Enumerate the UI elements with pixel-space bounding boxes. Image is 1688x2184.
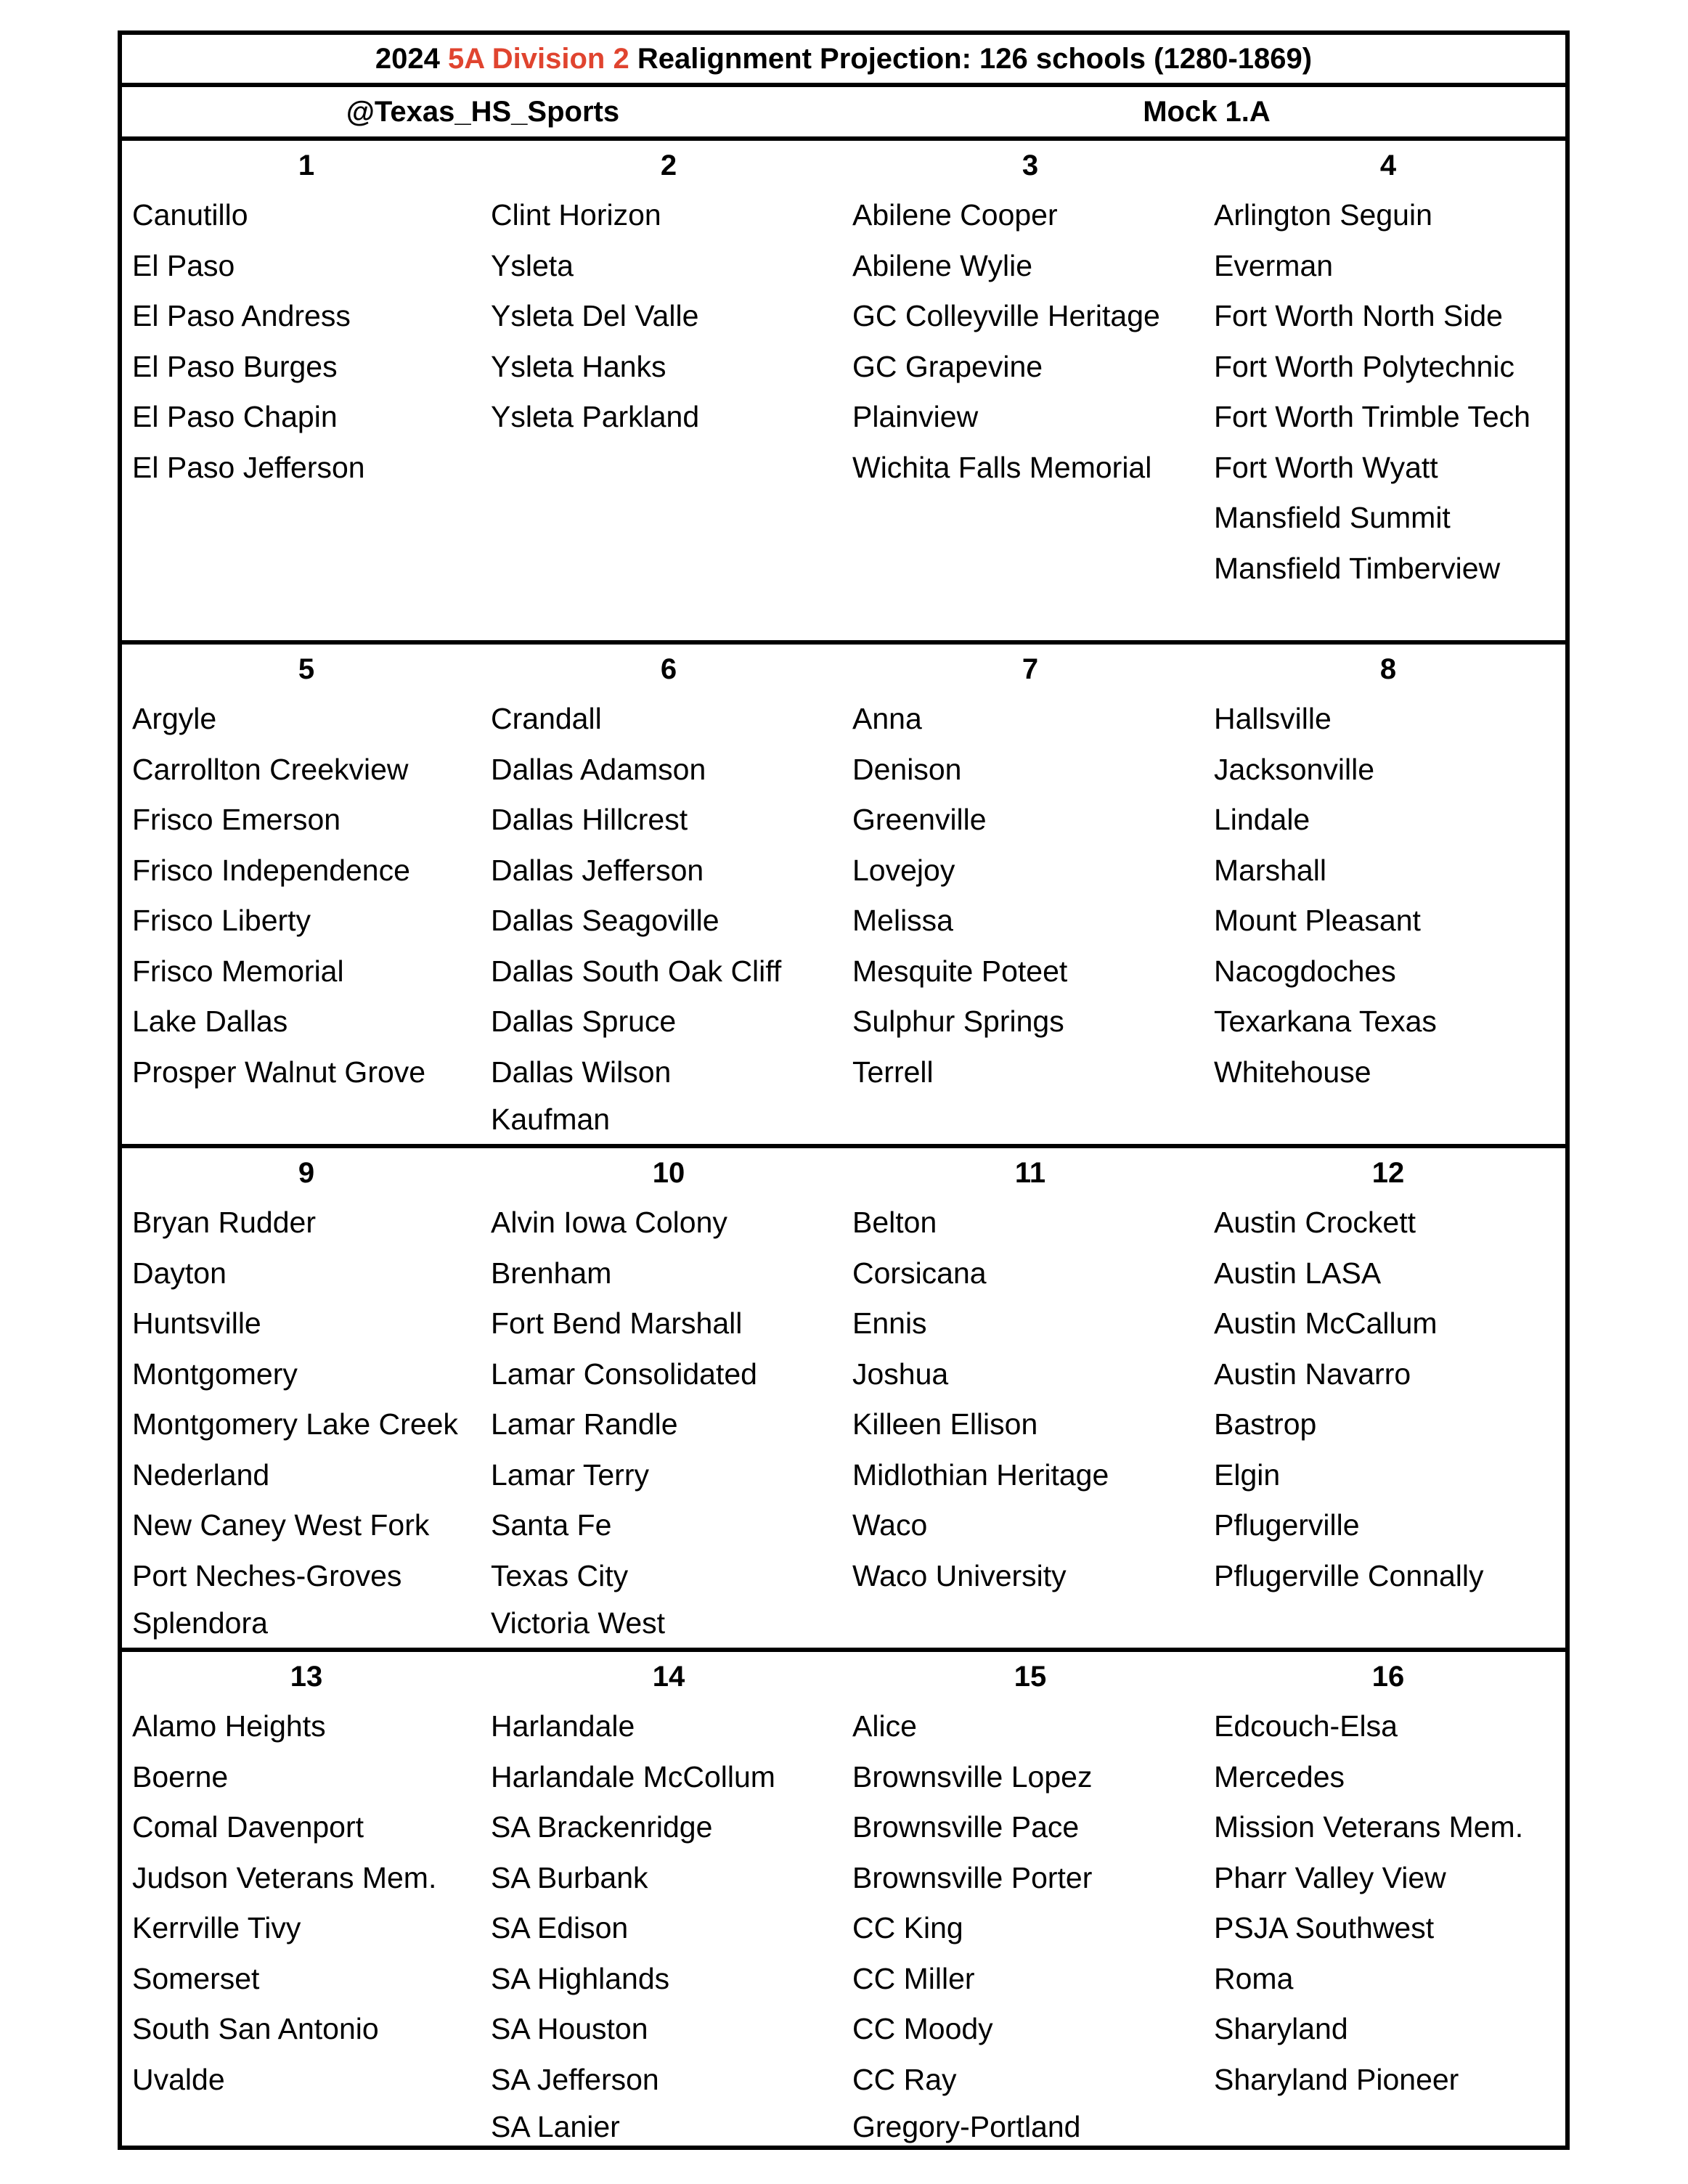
school-name: Midlothian Heritage xyxy=(852,1457,1109,1492)
school-name: Ysleta xyxy=(491,248,574,282)
school-name: Austin Crockett xyxy=(1214,1206,1416,1239)
school-name: Elgin xyxy=(1214,1457,1281,1492)
school-name: Mount Pleasant xyxy=(1214,904,1421,937)
school-name: Sharyland Pioneer xyxy=(1214,2062,1459,2096)
school-name: Brenham xyxy=(491,1256,612,1290)
school-name: Harlandale McCollum xyxy=(491,1759,775,1794)
school-name: CC King xyxy=(852,1911,963,1944)
school-name: Nacogdoches xyxy=(1214,954,1396,988)
school-name: Santa Fe xyxy=(491,1508,612,1542)
school-name: Waco University xyxy=(852,1558,1067,1592)
school-name: Belton xyxy=(852,1206,937,1239)
school-name: Alice xyxy=(852,1709,917,1743)
school-name: Mercedes xyxy=(1214,1759,1345,1794)
school-name: Killeen Ellison xyxy=(852,1407,1038,1441)
school-name: El Paso Burges xyxy=(132,349,338,383)
school-name: Ysleta Del Valle xyxy=(491,299,699,332)
author-handle: @Texas_HS_Sports xyxy=(346,95,620,128)
mock-version: Mock 1.A xyxy=(1143,95,1271,128)
district-number: 8 xyxy=(1379,653,1397,685)
district-number: 3 xyxy=(1022,150,1039,181)
school-name: Dallas South Oak Cliff xyxy=(491,954,782,988)
school-name: Abilene Wylie xyxy=(852,248,1033,282)
district-number: 16 xyxy=(1371,1661,1405,1693)
school-name: CC Miller xyxy=(852,1961,975,1995)
school-name: Pflugerville xyxy=(1214,1508,1360,1542)
school-name: Fort Bend Marshall xyxy=(491,1306,743,1340)
school-name: Melissa xyxy=(852,904,953,937)
school-name: El Paso xyxy=(132,248,235,282)
district-number: 15 xyxy=(1014,1661,1047,1693)
school-name: Alvin Iowa Colony xyxy=(491,1206,727,1239)
district-column xyxy=(852,1652,1208,2148)
district-number: 12 xyxy=(1371,1157,1405,1189)
school-name: Dallas Jefferson xyxy=(491,853,704,887)
realignment-table xyxy=(118,30,1570,2150)
school-name: Boerne xyxy=(132,1759,229,1794)
school-name: Dallas Seagoville xyxy=(491,904,719,937)
district-column xyxy=(491,141,847,443)
school-name: Roma xyxy=(1214,1961,1294,1995)
school-name: Frisco Independence xyxy=(132,853,410,887)
school-name: Sharyland xyxy=(1214,2012,1348,2045)
school-name: Fort Worth Polytechnic xyxy=(1214,349,1514,383)
school-name: Canutillo xyxy=(132,198,248,232)
district-block-row-4 xyxy=(122,1652,1565,2146)
school-name: Sulphur Springs xyxy=(852,1005,1064,1038)
school-name: Brownsville Porter xyxy=(852,1860,1093,1894)
school-name: Kaufman xyxy=(491,1103,611,1136)
school-name: PSJA Southwest xyxy=(1214,1911,1435,1944)
district-block-row-2 xyxy=(122,645,1565,1148)
school-name: Crandall xyxy=(491,702,602,735)
district-column xyxy=(1214,1652,1562,2105)
school-name: Alamo Heights xyxy=(132,1709,326,1743)
school-name: Terrell xyxy=(852,1055,934,1089)
school-name: Somerset xyxy=(132,1961,260,1995)
school-name: El Paso Jefferson xyxy=(132,450,365,484)
school-name: Frisco Liberty xyxy=(132,904,311,937)
school-name: GC Grapevine xyxy=(852,349,1043,383)
school-name: El Paso Andress xyxy=(132,299,351,332)
school-name: Fort Worth North Side xyxy=(1214,299,1503,332)
school-name: Arlington Seguin xyxy=(1214,198,1432,232)
school-name: Plainview xyxy=(852,400,979,433)
district-number: 1 xyxy=(298,150,315,181)
school-name: Frisco Memorial xyxy=(132,954,344,988)
school-name: Carrollton Creekview xyxy=(132,752,409,786)
school-name: Austin LASA xyxy=(1214,1256,1382,1290)
school-name: Gregory-Portland xyxy=(852,2110,1081,2143)
district-number: 9 xyxy=(298,1157,315,1189)
district-column xyxy=(1214,141,1562,594)
school-name: Prosper Walnut Grove xyxy=(132,1055,426,1089)
district-number: 2 xyxy=(660,150,677,181)
school-name: Dayton xyxy=(132,1256,227,1290)
school-name: Victoria West xyxy=(491,1606,666,1640)
school-name: Bastrop xyxy=(1214,1407,1317,1441)
school-name: Lamar Terry xyxy=(491,1457,649,1492)
school-name: Fort Worth Trimble Tech xyxy=(1214,400,1530,433)
school-name: Lovejoy xyxy=(852,853,955,887)
school-name: Waco xyxy=(852,1508,928,1542)
district-column xyxy=(1214,1148,1562,1601)
school-name: Texas City xyxy=(491,1558,629,1592)
school-name: Uvalde xyxy=(132,2062,225,2096)
district-column xyxy=(132,141,481,493)
school-name: SA Lanier xyxy=(491,2110,620,2143)
table-title xyxy=(122,35,1565,87)
school-name: Lake Dallas xyxy=(132,1005,288,1038)
school-name: Dallas Adamson xyxy=(491,752,706,786)
school-name: Mansfield Summit xyxy=(1214,501,1451,534)
school-name: Clint Horizon xyxy=(491,198,661,232)
district-column xyxy=(1214,645,1562,1097)
school-name: CC Moody xyxy=(852,2012,993,2045)
district-number: 14 xyxy=(652,1661,685,1693)
school-name: Dallas Spruce xyxy=(491,1005,677,1038)
school-name: SA Burbank xyxy=(491,1860,648,1894)
school-name: Brownsville Pace xyxy=(852,1810,1080,1844)
school-name: Splendora xyxy=(132,1606,268,1640)
district-number: 7 xyxy=(1022,653,1039,685)
school-name: Port Neches-Groves xyxy=(132,1558,402,1592)
school-name: SA Jefferson xyxy=(491,2062,659,2096)
district-column xyxy=(852,645,1208,1097)
school-name: Montgomery Lake Creek xyxy=(132,1407,458,1441)
school-name: Ennis xyxy=(852,1306,927,1340)
school-name: Greenville xyxy=(852,803,987,836)
school-name: Huntsville xyxy=(132,1306,261,1340)
school-name: Everman xyxy=(1214,248,1334,282)
district-number: 4 xyxy=(1379,150,1397,181)
district-number: 5 xyxy=(298,653,315,685)
school-name: Mesquite Poteet xyxy=(852,954,1068,988)
title-division: 5A Division 2 xyxy=(448,42,629,75)
school-name: Dallas Wilson xyxy=(491,1055,672,1089)
school-name: Denison xyxy=(852,752,962,786)
title-description: Realignment Projection: 126 schools (1280-1869) xyxy=(637,42,1313,75)
school-name: Argyle xyxy=(132,702,217,735)
district-column xyxy=(491,1652,847,2148)
school-name: Marshall xyxy=(1214,853,1326,887)
school-name: Lindale xyxy=(1214,803,1310,836)
school-name: Corsicana xyxy=(852,1256,987,1290)
district-number: 13 xyxy=(290,1661,323,1693)
school-name: Ysleta Parkland xyxy=(491,400,700,433)
school-name: Wichita Falls Memorial xyxy=(852,450,1152,484)
school-name: Mission Veterans Mem. xyxy=(1214,1810,1524,1844)
district-column xyxy=(132,645,481,1097)
school-name: SA Highlands xyxy=(491,1961,670,1995)
district-number: 10 xyxy=(652,1157,685,1189)
school-name: Pharr Valley View xyxy=(1214,1860,1446,1894)
school-name: Comal Davenport xyxy=(132,1810,364,1844)
school-name: SA Brackenridge xyxy=(491,1810,713,1844)
school-name: Lamar Consolidated xyxy=(491,1357,757,1391)
district-number: 6 xyxy=(660,653,677,685)
district-column xyxy=(132,1148,481,1645)
district-block-row-3 xyxy=(122,1148,1565,1652)
district-column xyxy=(852,1148,1208,1601)
school-name: Texarkana Texas xyxy=(1214,1005,1437,1038)
school-name: Fort Worth Wyatt xyxy=(1214,450,1438,484)
school-name: Ysleta Hanks xyxy=(491,349,666,383)
district-number: 11 xyxy=(1014,1157,1046,1189)
school-name: Joshua xyxy=(852,1357,949,1391)
school-name: Hallsville xyxy=(1214,702,1332,735)
school-name: Montgomery xyxy=(132,1357,298,1391)
district-block-row-1 xyxy=(122,141,1565,645)
school-name: Kerrville Tivy xyxy=(132,1911,301,1944)
table-subheader xyxy=(122,87,1565,141)
school-name: Pflugerville Connally xyxy=(1214,1558,1484,1592)
district-column xyxy=(491,1148,847,1645)
district-column xyxy=(132,1652,481,2105)
school-name: Dallas Hillcrest xyxy=(491,803,688,836)
school-name: Austin McCallum xyxy=(1214,1306,1438,1340)
school-name: Whitehouse xyxy=(1214,1055,1371,1089)
school-name: New Caney West Fork xyxy=(132,1508,430,1542)
school-name: Frisco Emerson xyxy=(132,803,341,836)
school-name: Abilene Cooper xyxy=(852,198,1058,232)
school-name: Nederland xyxy=(132,1457,270,1492)
school-name: Edcouch-Elsa xyxy=(1214,1709,1398,1743)
school-name: Bryan Rudder xyxy=(132,1206,316,1239)
school-name: SA Houston xyxy=(491,2012,648,2045)
school-name: Austin Navarro xyxy=(1214,1357,1411,1391)
district-column xyxy=(491,645,847,1141)
school-name: Anna xyxy=(852,702,922,735)
school-name: El Paso Chapin xyxy=(132,400,338,433)
school-name: Lamar Randle xyxy=(491,1407,678,1441)
school-name: Harlandale xyxy=(491,1709,635,1743)
district-column xyxy=(852,141,1208,493)
school-name: South San Antonio xyxy=(132,2012,379,2045)
school-name: SA Edison xyxy=(491,1911,629,1944)
school-name: CC Ray xyxy=(852,2062,957,2096)
school-name: GC Colleyville Heritage xyxy=(852,299,1160,332)
school-name: Jacksonville xyxy=(1214,752,1375,786)
title-year: 2024 xyxy=(375,42,440,75)
school-name: Judson Veterans Mem. xyxy=(132,1860,437,1894)
school-name: Mansfield Timberview xyxy=(1214,551,1501,585)
school-name: Brownsville Lopez xyxy=(852,1759,1093,1794)
